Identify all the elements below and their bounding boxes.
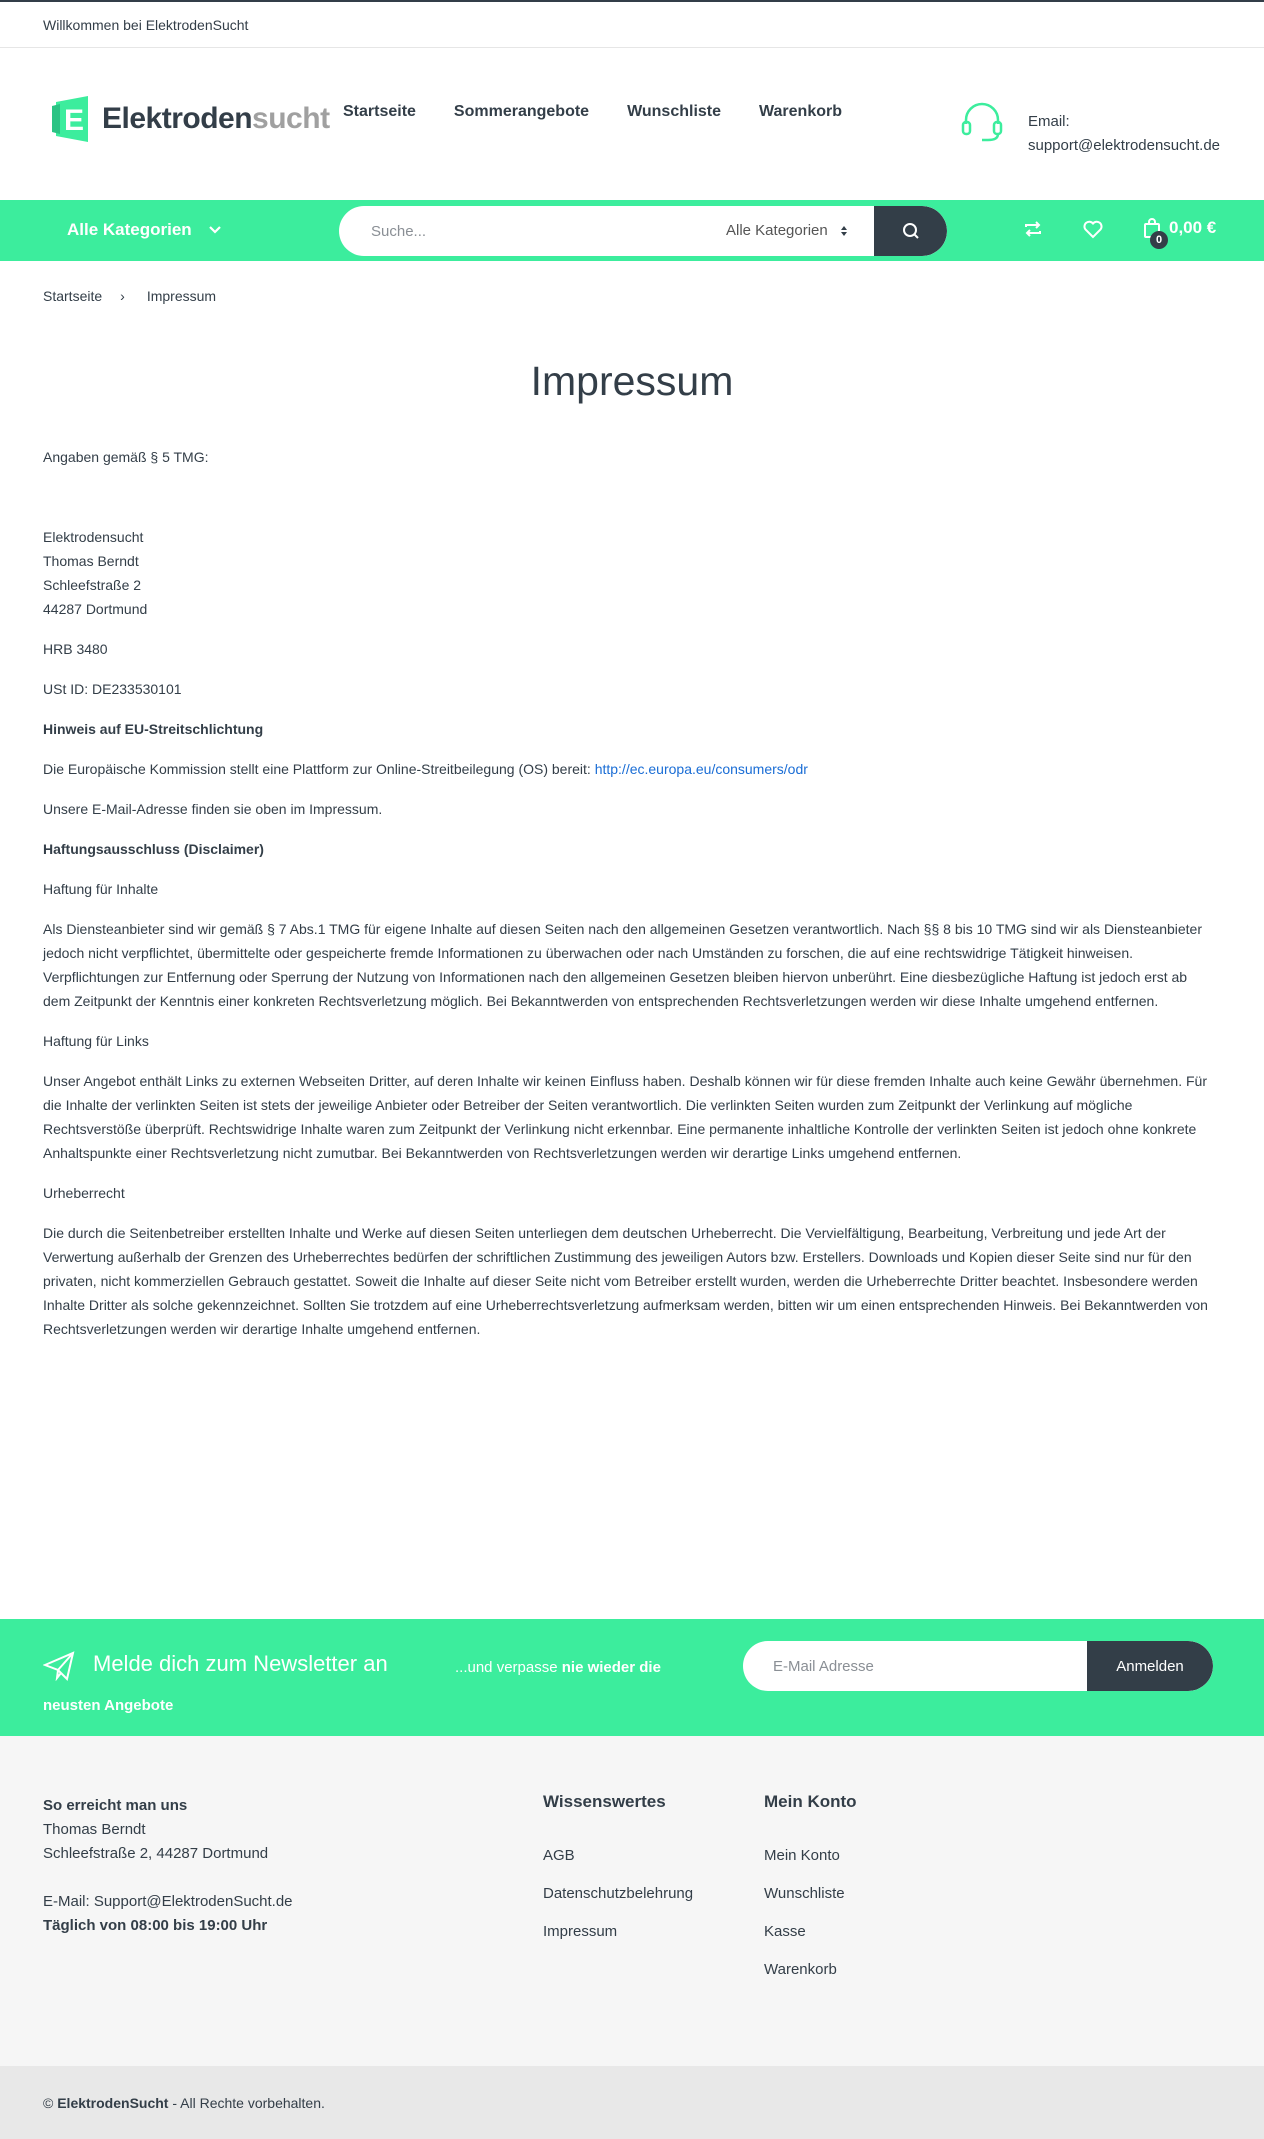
search-icon [902,222,920,240]
chevron-down-icon [208,225,222,235]
search-category-value: Alle Kategorien [726,222,828,239]
breadcrumb-current: Impressum [146,288,217,304]
breadcrumb [43,288,216,304]
haftung-inhalte-heading: Haftung für Inhalte [43,881,159,897]
svg-text:E: E [64,104,85,137]
newsletter-form [743,1641,1213,1691]
footer-link-kasse[interactable]: Kasse [764,1923,806,1940]
newsletter-section [0,1619,1264,1736]
address-line: Thomas Berndt [43,553,139,569]
page-title: Impressum [530,358,734,404]
footer-link-wunschliste[interactable]: Wunschliste [764,1885,845,1902]
intro-text: Angaben gemäß § 5 TMG: [43,449,209,465]
ust-id-text: USt ID: DE233530101 [43,681,182,697]
paper-plane-icon [43,1651,75,1681]
eu-paragraph [43,757,1213,781]
footer [0,1736,1264,2066]
support-label: Email: [1028,113,1070,130]
logo-icon [50,92,94,146]
disclaimer-heading: Haftungsausschluss (Disclaimer) [43,841,264,857]
haftung-links-text: Unser Angebot enthält Links zu externen Webseiten Dritter, auf deren Inhalte wir keinen Einfluss haben. Deshalb können wir für diese fremden Inhalte auch keine Gewähr übernehmen. Für die Inhalte der verlinkten Seiten ist stets der jeweilige Anbieter oder Betreiber der Seiten verantwortlich. Die verlinkten Seiten wurden zum Zeitpunkt der Verlinkung auf mögliche Rechtsverstöße überprüft. Rechtswidrige Inhalte waren zum Zeitpunkt der Verlinkung nicht erkennbar. Eine permanente inhaltliche Kontrolle der verlinkten Seiten ist jedoch ohne konkrete Anhaltspunkte einer Rechtsverletzung nicht zumutbar. Bei Bekanntwerden von Rechtsverletzungen werden wir derartige Links umgehend entfernen. [43,1073,1207,1161]
newsletter-title: Melde dich zum Newsletter an [93,1651,388,1676]
logo-text-part1: Elektroden [102,102,253,135]
haftung-inhalte-text: Als Diensteanbieter sind wir gemäß § 7 Abs.1 TMG für eigene Inhalte auf diesen Seiten nach den allgemeinen Gesetzen verantwortlich. Nach §§ 8 bis 10 TMG sind wir als Diensteanbieter jedoch nicht verpflichtet, übermittelte oder gespeicherte fremde Informationen zu überwachen oder nach Umständen zu forschen, die auf eine rechtswidrige Tätigkeit hinweisen. Verpflichtungen zur Entfernung oder Sperrung der Nutzung von Informationen nach den allgemeinen Gesetzen bleiben hiervon unberührt. Eine diesbezügliche Haftung ist jedoch erst ab dem Zeitpunkt der Kenntnis einer konkreten Rechtsverletzung möglich. Bei Bekanntwerden von entsprechenden Rechtsverletzungen werden wir diese Inhalte umgehend entfernen. [43,921,1202,1009]
address-block [43,525,1213,621]
footer-link-datenschutz[interactable]: Datenschutzbelehrung [543,1885,694,1902]
support-contact [960,100,1220,158]
hrb-text: HRB 3480 [43,641,108,657]
newsletter-subtitle: ...und verpasse nie wieder die [455,1659,661,1676]
nav-sommerangebote[interactable]: Sommerangebote [453,103,590,120]
select-arrows-icon [840,225,848,237]
footer-contact-hours: Täglich von 08:00 bis 19:00 Uhr [43,1917,268,1934]
footer-link-warenkorb[interactable]: Warenkorb [764,1961,837,1978]
search-button[interactable] [874,206,947,256]
welcome-text: Willkommen bei ElektrodenSucht [43,17,249,33]
urheberrecht-text: Die durch die Seitenbetreiber erstellten Inhalte und Werke auf diesen Seiten unterliegen dem deutschen Urheberrecht. Die Vervielfältigung, Bearbeitung, Verbreitung und jede Art der Verwertung außerhalb der Grenzen des Urheberrechtes bedürfen der schriftlichen Zustimmung des jeweiligen Autors bzw. Erstellers. Downloads und Kopien dieser Seite sind nur für den privaten, nicht kommerziellen Gebrauch gestattet. Soweit die Inhalte auf dieser Seite nicht vom Betreiber erstellt wurden, werden die Urheberrechte Dritter beachtet. Insbesondere werden Inhalte Dritter als solche gekennzeichnet. Sollten Sie trotzdem auf eine Urheberrechtsverletzung aufmerksam werden, bitten wir um einen entsprechenden Hinweis. Bei Bekanntwerden von Rechtsverletzungen werden wir derartige Inhalte umgehend entfernen. [43,1225,1208,1337]
eu-odr-link[interactable]: http://ec.europa.eu/consumers/odr [594,761,808,777]
main-nav [343,103,880,121]
footer-col-heading: Mein Konto [764,1792,857,1811]
breadcrumb-separator-icon: › [120,288,125,304]
address-line: 44287 Dortmund [43,601,148,617]
support-email[interactable]: support@elektrodensucht.de [1028,137,1221,154]
footer-contact [43,1794,293,1938]
copyright-text: © ElektrodenSucht - All Rechte vorbehalten. [43,2095,325,2111]
address-line: Schleefstraße 2 [43,577,142,593]
footer-contact-address: Schleefstraße 2, 44287 Dortmund [43,1845,269,1862]
breadcrumb-home[interactable]: Startseite [43,288,103,304]
topbar [0,0,1264,48]
urheberrecht-heading: Urheberrecht [43,1185,125,1201]
footer-col-wissenswertes [543,1792,693,1958]
logo[interactable] [50,92,330,146]
logo-text-part2: sucht [252,102,330,135]
eu-heading: Hinweis auf EU-Streitschlichtung [43,721,264,737]
footer-link-mein-konto[interactable]: Mein Konto [764,1847,840,1864]
newsletter-subscribe-button[interactable]: Anmelden [1087,1641,1213,1691]
address-line: Elektrodensucht [43,529,144,545]
wishlist-heart-icon[interactable] [1082,218,1104,240]
footer-link-impressum[interactable]: Impressum [543,1923,618,1940]
search-box [339,206,947,256]
footer-col-heading: Wissenswertes [543,1792,666,1811]
headset-icon [960,100,1004,144]
nav-warenkorb[interactable]: Warenkorb [759,103,842,120]
haftung-links-heading: Haftung für Links [43,1033,149,1049]
newsletter-email-input[interactable] [773,1641,1073,1691]
copyright-bar [0,2066,1264,2139]
footer-col-mein-konto [764,1792,857,1996]
footer-link-agb[interactable]: AGB [543,1847,575,1864]
all-categories-dropdown[interactable] [67,220,222,240]
eu-text: Die Europäische Kommission stellt eine Plattform zur Online-Streitbeilegung (OS) bereit: [43,761,595,777]
footer-contact-heading: So erreicht man uns [43,1797,188,1814]
compare-icon[interactable] [1022,218,1044,240]
search-input[interactable] [371,206,691,256]
email-note: Unsere E-Mail-Adresse finden sie oben im Impressum. [43,801,383,817]
footer-contact-name: Thomas Berndt [43,1821,146,1838]
page-content [43,445,1213,1357]
cart-count-badge: 0 [1150,231,1168,249]
cart-button[interactable] [1143,217,1217,246]
all-categories-label: Alle Kategorien [67,220,192,239]
category-bar [0,200,1264,261]
nav-wunschliste[interactable]: Wunschliste [627,103,722,120]
header [0,48,1264,200]
cart-total: 0,00 € [1169,218,1217,237]
search-category-select[interactable] [726,222,848,239]
newsletter-subtitle-cont: neusten Angebote [43,1697,174,1714]
footer-contact-email[interactable]: E-Mail: Support@ElektrodenSucht.de [43,1893,293,1910]
nav-startseite[interactable]: Startseite [343,103,416,120]
